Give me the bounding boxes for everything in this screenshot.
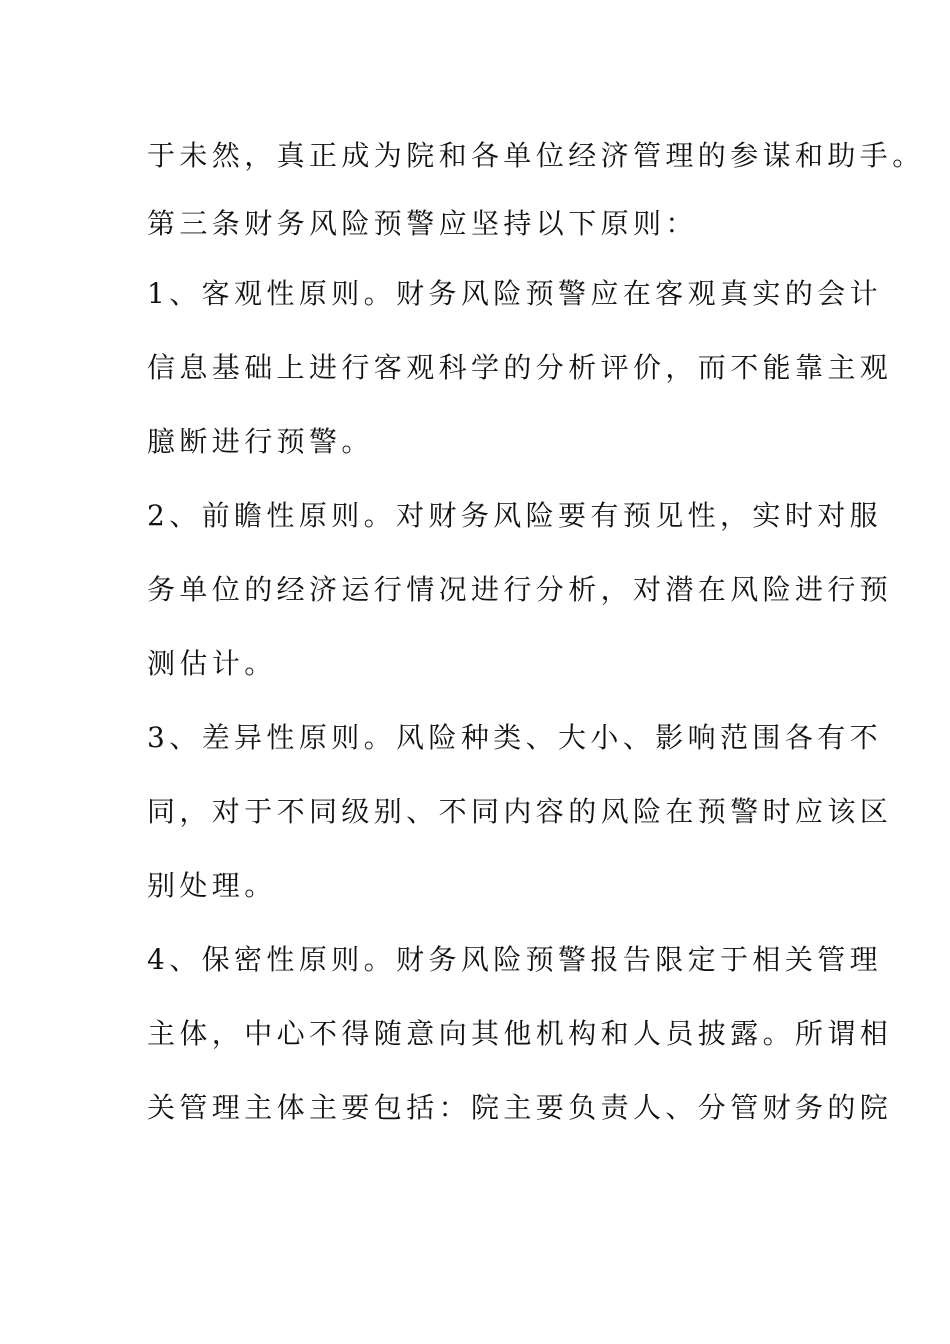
text-line-10: 同，对于不同级别、不同内容的风险在预警时应该区 <box>147 795 893 828</box>
text-line-7: 务单位的经济运行情况进行分析，对潜在风险进行预 <box>147 573 893 606</box>
text-line-14: 关管理主体主要包括：院主要负责人、分管财务的院 <box>147 1091 893 1124</box>
text-line-3: 1、客观性原则。财务风险预警应在客观真实的会计 <box>147 277 883 310</box>
text-line-4: 信息基础上进行客观科学的分析评价，而不能靠主观 <box>147 351 893 384</box>
text-line-5: 臆断进行预警。 <box>147 425 374 458</box>
text-line-9: 3、差异性原则。风险种类、大小、影响范围各有不 <box>147 721 883 754</box>
text-line-13: 主体，中心不得随意向其他机构和人员披露。所谓相 <box>147 1017 893 1050</box>
text-line-1: 于未然，真正成为院和各单位经济管理的参谋和助手。 <box>147 139 925 172</box>
text-line-2: 第三条财务风险预警应坚持以下原则： <box>147 207 698 240</box>
text-line-8: 测估计。 <box>147 647 277 680</box>
text-line-11: 别处理。 <box>147 869 277 902</box>
text-line-6: 2、前瞻性原则。对财务风险要有预见性，实时对服 <box>147 499 883 532</box>
text-line-12: 4、保密性原则。财务风险预警报告限定于相关管理 <box>147 943 883 976</box>
